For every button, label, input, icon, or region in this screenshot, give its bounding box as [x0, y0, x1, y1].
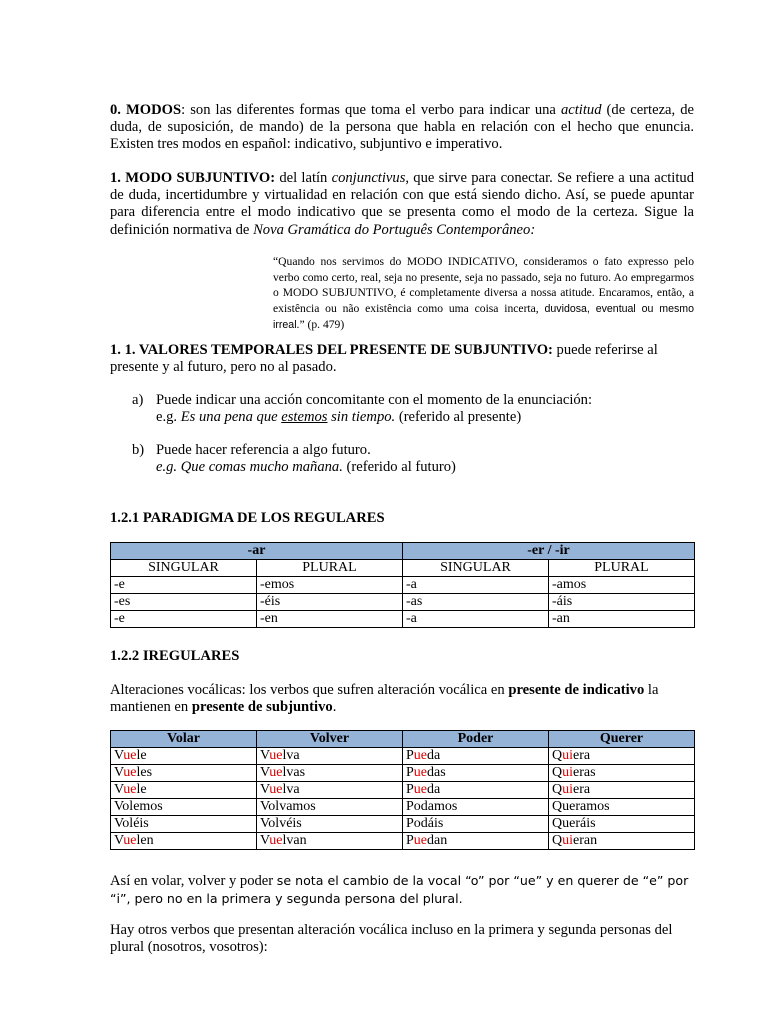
- verb-form-cell: Queráis: [549, 816, 695, 833]
- verb-form-cell: Vuele: [111, 782, 257, 799]
- vowel-change: ue: [123, 833, 137, 848]
- table-irregulares-body: [111, 748, 695, 850]
- verb-form-cell: Vuelva: [257, 782, 403, 799]
- table-subheader: PLURAL: [549, 560, 695, 577]
- vowel-change: ue: [413, 748, 428, 763]
- table-subheader: PLURAL: [257, 560, 403, 577]
- heading-paradigma-regulares: 1.2.1 PARADIGMA DE LOS REGULARES: [110, 510, 385, 526]
- vowel-change: ue: [413, 765, 428, 780]
- verb-form-cell: Pueda: [403, 782, 549, 799]
- vowel-change: ue: [413, 782, 428, 797]
- table-irregulares: [110, 730, 695, 850]
- table-row: -es -éis -as -áis: [111, 594, 695, 611]
- table-row: [111, 748, 695, 765]
- table-row: -e -emos -a -amos: [111, 577, 695, 594]
- vowel-change: ue: [123, 765, 137, 780]
- table-row: [111, 833, 695, 850]
- table-header-querer: Querer: [549, 731, 695, 748]
- vowel-change: ue: [413, 833, 428, 848]
- table-row: [111, 782, 695, 799]
- example-a: e.g. Es una pena que estemos sin tiempo. (referido al presente): [156, 409, 522, 425]
- paragraph-modos: 0. MODOS: son las diferentes formas que toma el verbo para indicar una actitud (de certeza, de duda, de suposición, de mando) de la persona que habla en relación con el hecho que enuncia. Existen tres modos en español: indicativo, subjuntivo e imperativo.: [110, 102, 694, 153]
- verb-form-cell: Vuelen: [111, 833, 257, 850]
- table-regulares: [110, 542, 695, 628]
- heading-modos: 0. MODOS: [110, 102, 182, 118]
- heading-valores-temporales: 1. 1. VALORES TEMPORALES DEL PRESENTE DE SUBJUNTIVO:: [110, 342, 553, 358]
- verb-form-cell: Volemos: [111, 799, 257, 816]
- verb-form-cell: Vuelva: [257, 748, 403, 765]
- paragraph-nota-cambio: Así en volar, volver y poder se nota el cambio de la vocal “o” por “ue” y en querer de “e” por “i”, pero no en la primera y segunda persona del plural.: [110, 873, 689, 907]
- heading-modo-subjuntivo: 1. MODO SUBJUNTIVO:: [110, 170, 276, 186]
- table-subheader: SINGULAR: [403, 560, 549, 577]
- paragraph-valores-temporales: 1. 1. VALORES TEMPORALES DEL PRESENTE DE SUBJUNTIVO: puede referirse al presente y al futuro, pero no al pasado.: [110, 342, 658, 376]
- verb-form-cell: Volvéis: [257, 816, 403, 833]
- verb-form-cell: Puedan: [403, 833, 549, 850]
- verb-form-cell: Volvamos: [257, 799, 403, 816]
- verb-form-cell: Quiera: [549, 782, 695, 799]
- example-b: e.g. Que comas mucho mañana. (referido al futuro): [156, 459, 456, 475]
- vowel-change: ui: [562, 748, 574, 763]
- verb-form-cell: Quiera: [549, 748, 695, 765]
- verb-form-cell: Vuele: [111, 748, 257, 765]
- table-header-volver: Volver: [257, 731, 403, 748]
- verb-form-cell: Quieras: [549, 765, 695, 782]
- vowel-change: ui: [562, 765, 574, 780]
- vowel-change: ue: [269, 833, 283, 848]
- vowel-change: ue: [123, 748, 137, 763]
- table-header-poder: Poder: [403, 731, 549, 748]
- table-row: [111, 799, 695, 816]
- vowel-change: ue: [269, 748, 283, 763]
- paragraph-alteraciones: Alteraciones vocálicas: los verbos que sufren alteración vocálica en presente de indicativo la mantienen en presente de subjuntivo.: [110, 682, 659, 716]
- vowel-change: ui: [562, 833, 574, 848]
- verb-form-cell: Voléis: [111, 816, 257, 833]
- table-row: -e -en -a -an: [111, 611, 695, 628]
- paragraph-modo-subjuntivo: 1. MODO SUBJUNTIVO: del latín conjunctivus, que sirve para conectar. Se refiere a una actitud de duda, incertidumbre y virtualidad en relación con que está siendo dicho. Así, se puede apuntar para diferencia entre el modo indicativo que se presenta como el modo de la certeza. Sigue la definición normativa de Nova Gramática do Português Contemporâneo:: [110, 170, 694, 238]
- verb-form-cell: Pueda: [403, 748, 549, 765]
- verb-form-cell: Vuelvas: [257, 765, 403, 782]
- verb-form-cell: Puedas: [403, 765, 549, 782]
- verb-form-cell: Vuelvan: [257, 833, 403, 850]
- table-subheader: SINGULAR: [111, 560, 257, 577]
- verb-form-cell: Podáis: [403, 816, 549, 833]
- vowel-change: ue: [269, 765, 283, 780]
- vowel-change: ui: [562, 782, 574, 797]
- table-group-ar: -ar: [111, 543, 403, 560]
- verb-form-cell: Quieran: [549, 833, 695, 850]
- verb-form-cell: Vueles: [111, 765, 257, 782]
- table-group-er-ir: -er / -ir: [403, 543, 695, 560]
- heading-iregulares: 1.2.2 IREGULARES: [110, 648, 240, 664]
- table-row: [111, 765, 695, 782]
- table-row: [111, 816, 695, 833]
- block-quote: “Quando nos servimos do MODO INDICATIVO, consideramos o fato expresso pelo verbo como certo, real, seja no presente, seja no passado, seja no futuro. Ao empregarmos o MODO SUBJUNTIVO, é completamente diversa a nossa atitude. Encaramos, então, a existência ou não existência como uma coisa incerta, duvidosa, eventual ou mesmo irreal.” (p. 479): [273, 255, 695, 331]
- vowel-change: ue: [123, 782, 137, 797]
- verb-form-cell: Queramos: [549, 799, 695, 816]
- paragraph-otros-verbos: Hay otros verbos que presentan alteración vocálica incluso en la primera y segunda personas del plural (nosotros, vosotros):: [110, 922, 673, 956]
- table-header-volar: Volar: [111, 731, 257, 748]
- vowel-change: ue: [269, 782, 283, 797]
- verb-form-cell: Podamos: [403, 799, 549, 816]
